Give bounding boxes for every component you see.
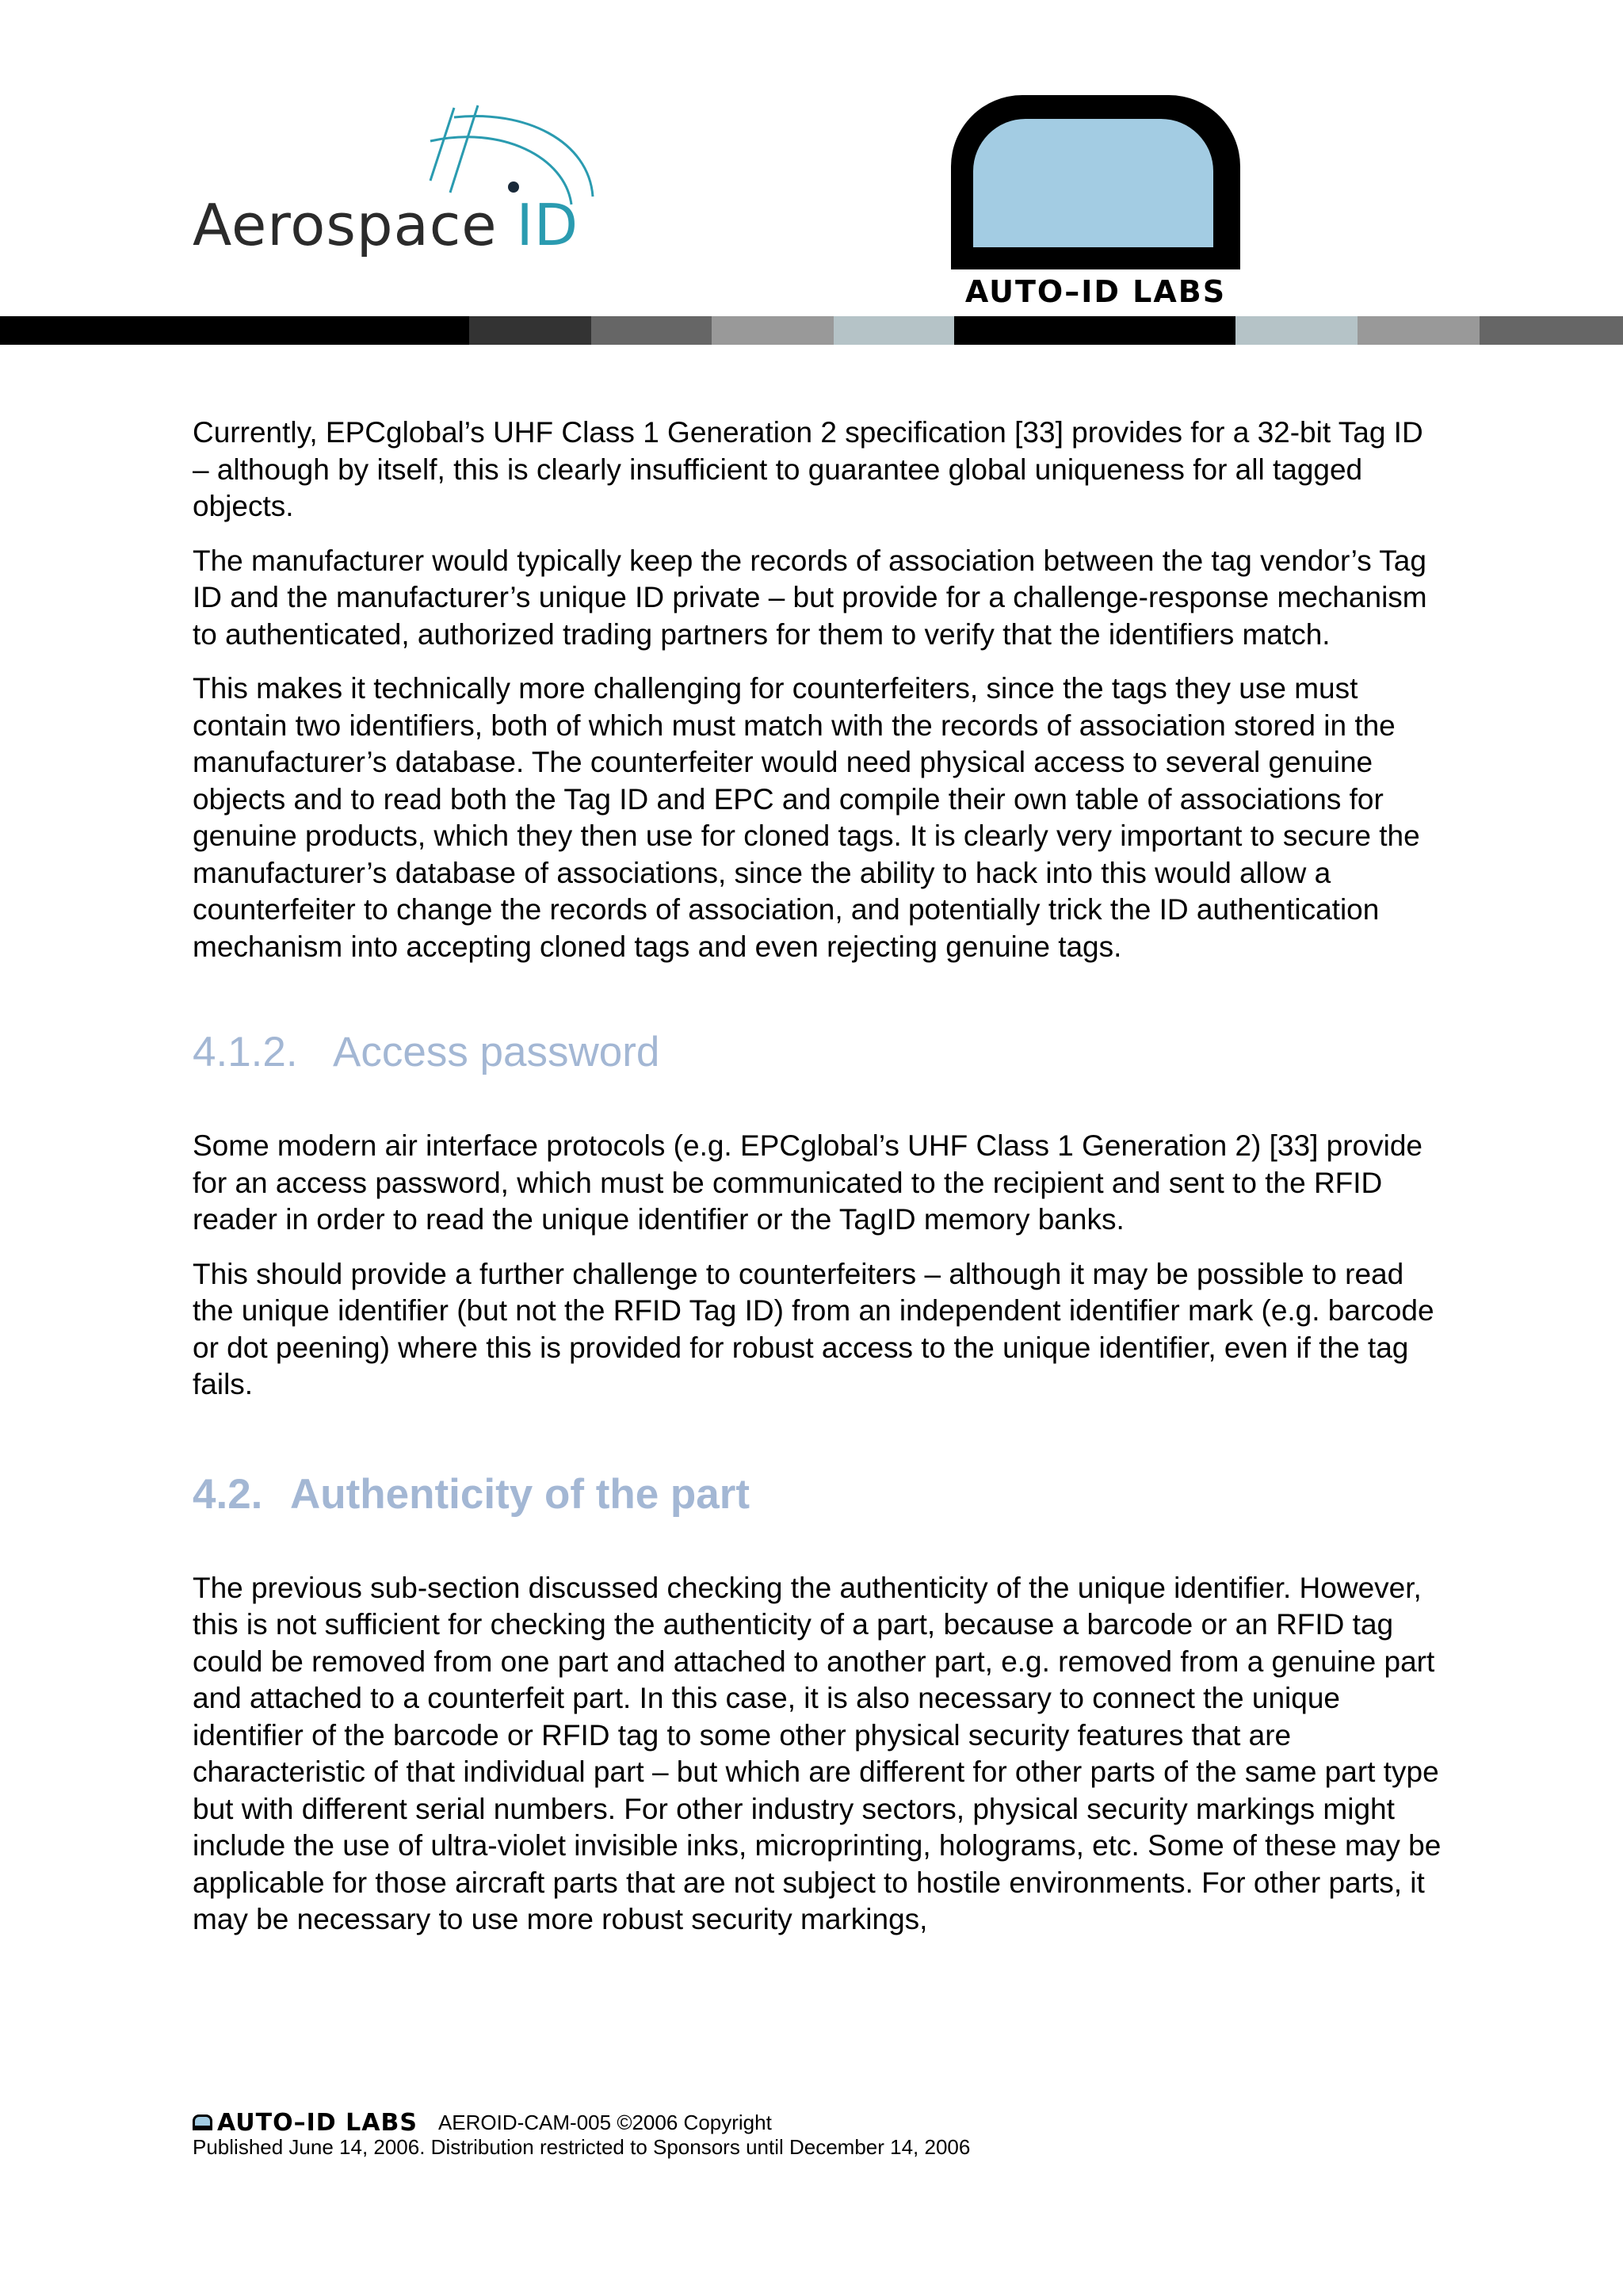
paragraph: Currently, EPCglobal’s UHF Class 1 Generation 2 specification [33] provides for a 32-bit Tag ID – although by itself, this is clearly insufficient to guarantee global uniqueness for all tagged objects.	[193, 416, 1423, 522]
aerospace-id-logo	[193, 94, 605, 268]
header-color-band	[0, 316, 1623, 345]
section-heading-4-2	[193, 1471, 1445, 1519]
auto-id-labs-mini-icon	[193, 2115, 212, 2130]
auto-id-labs-logo	[951, 95, 1240, 309]
paragraph: The previous sub-section discussed checking the authenticity of the unique identifier. However, this is not sufficient for checking the authenticity of a part, because a barcode or an RFID tag could be removed from one part and attached to another part, e.g. removed from a genuine part and attached to a counterfeit part. In this case, it is also necessary to connect the unique identifier of the barcode or RFID tag to some other physical security features that are characteristic of that individual part – but which are different for other parts of the same part type but with different serial numbers. For other industry sectors, physical security markings might include the use of ultra-violet invisible inks, microprinting, holograms, etc. Some of these may be applicable for those aircraft parts that are not subject to hostile environments. For other parts, it may be necessary to use more robust security markings,	[193, 1571, 1442, 1935]
page-footer	[193, 2108, 1302, 2160]
aerospace-id-wordmark: Aerospace ID	[193, 192, 579, 258]
paragraph: This should provide a further challenge to counterfeiters – although it may be possible to read the unique identifier (but not the RFID Tag ID) from an independent identifier mark (e.g. barcode or dot peening) where this is provided for robust access to the unique identifier, even if the tag fails.	[193, 1257, 1434, 1400]
footer-document-code: AEROID-CAM-005 ©2006 Copyright	[437, 2110, 772, 2134]
auto-id-labs-label: AUTO–ID LABS	[964, 274, 1227, 309]
document-body	[193, 415, 1445, 1956]
footer-publication-notice: Published June 14, 2006. Distribution restricted to Sponsors until December 14, 2006	[193, 2135, 971, 2159]
section-heading-4-1-2	[193, 1029, 1445, 1076]
footer-brand: AUTO–ID LABS	[217, 2108, 418, 2137]
paragraph: This makes it technically more challenging for counterfeiters, since the tags they use must contain two identifiers, both of which must match with the records of association stored in the manufacturer’s database. The counterfeiter would need physical access to several genuine objects and to read both the Tag ID and EPC and compile their own table of associations for genuine products, which they then use for cloned tags. It is clearly very important to secure the manufacturer’s database of associations, since the ability to hack into this would allow a counterfeiter to change the records of association, and potentially trick the ID authentication mechanism into accepting cloned tags and even rejecting genuine tags.	[193, 672, 1420, 963]
windshield-icon	[951, 95, 1240, 269]
heading-number: 4.2.	[193, 1470, 263, 1518]
paragraph: The manufacturer would typically keep the records of association between the tag vendor’s Tag ID and the manufacturer’s unique ID private – but provide for a challenge-response mechanism to authenticated, authorized trading partners for them to verify that the identifiers match.	[193, 544, 1427, 651]
paragraph: Some modern air interface protocols (e.g. EPCglobal’s UHF Class 1 Generation 2) [33] provide for an access password, which must be communicated to the recipient and sent to the RFID reader in order to read the unique identifier or the TagID memory banks.	[193, 1129, 1423, 1236]
heading-title: Authenticity of the part	[290, 1470, 750, 1518]
heading-number: 4.1.2.	[193, 1029, 298, 1075]
heading-title: Access password	[333, 1029, 660, 1075]
